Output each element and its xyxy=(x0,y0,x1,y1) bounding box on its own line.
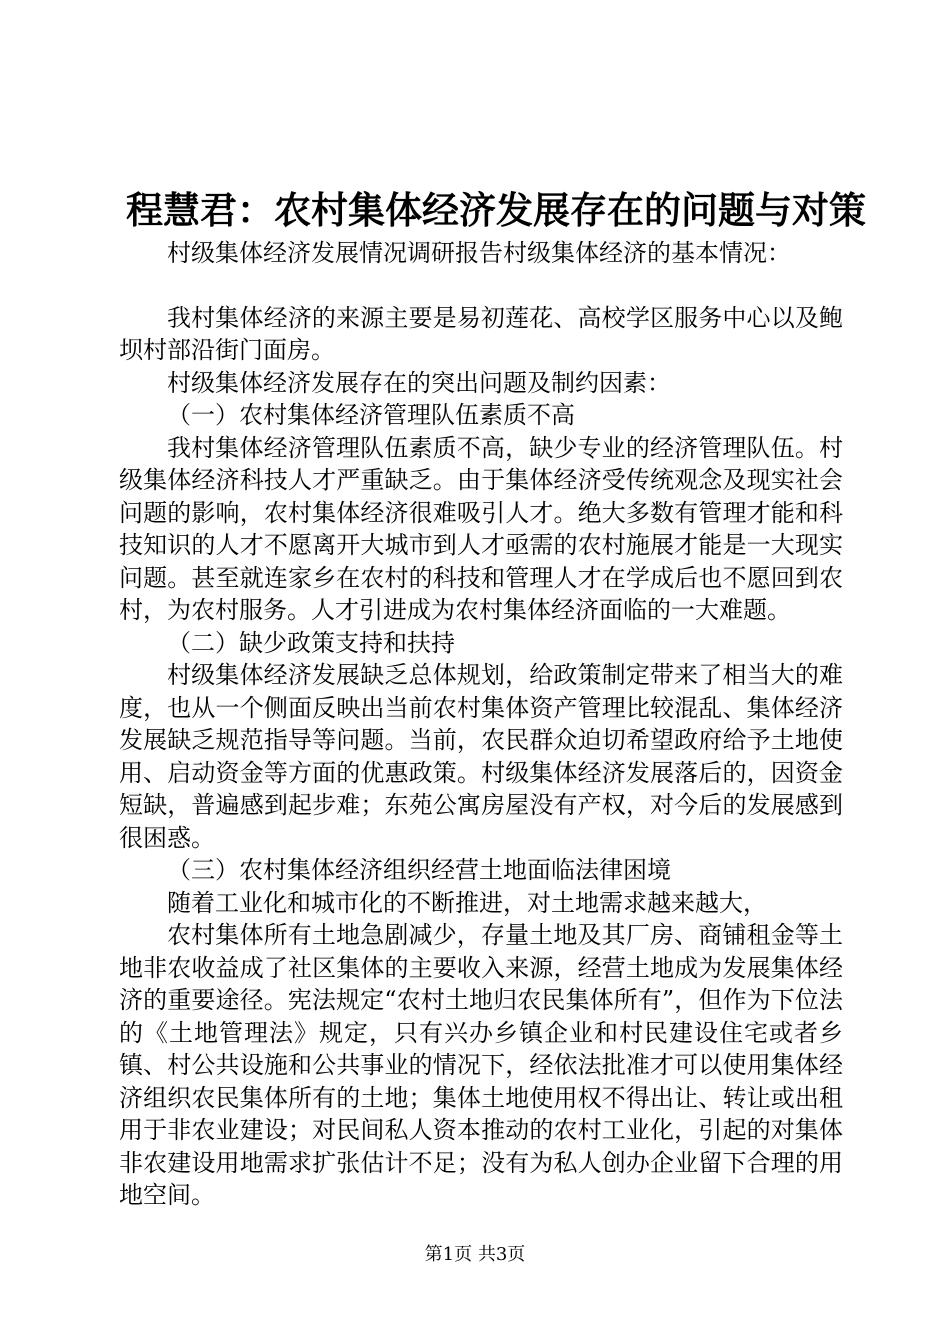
page-number-footer: 第1页 共3页 xyxy=(424,1244,526,1265)
section-heading-3: （三）农村集体经济组织经营土地面临法律困境 xyxy=(167,856,671,884)
paragraph-section-1: 我村集体经济管理队伍素质不高，缺少专业的经济管理队伍。村级集体经济科技人才严重缺乏。由于集体经济受传统观念及现实社会问题的影响，农村集体经济很难吸引人才。绝大多数有管理才能和科技知识的人才不愿离开大城市到人才亟需的农村施展才能是一大现实问题。甚至就连家乡在农村的科技和管理人才在学成后也不愿回到农村，为农村服务。人才引进成为农村集体经济面临的一大难题。 xyxy=(119,433,843,624)
section-heading-2: （二）缺少政策支持和扶持 xyxy=(167,628,455,657)
document-title: 程慧君：农村集体经济发展存在的问题与对策 xyxy=(126,188,866,232)
document-body xyxy=(119,237,843,1212)
paragraph-problems-heading: 村级集体经济发展存在的突出问题及制约因素： xyxy=(167,368,671,397)
paragraph-section-2: 村级集体经济发展缺乏总体规划，给政策制定带来了相当大的难度，也从一个侧面反映出当前农村集体资产管理比较混乱、集体经济发展缺乏规范指导等问题。当前，农民群众迫切希望政府给予土地使用、启动资金等方面的优惠政策。村级集体经济发展落后的，因资金短缺，普遍感到起步难；东苑公寓房屋没有产权，对今后的发展感到很困惑。 xyxy=(119,661,843,852)
paragraph-section-3a: 随着工业化和城市化的不断推进，对土地需求越来越大， xyxy=(167,888,767,917)
paragraph-intro: 村级集体经济发展情况调研报告村级集体经济的基本情况： xyxy=(167,239,791,267)
paragraph-source: 我村集体经济的来源主要是易初莲花、高校学区服务中心以及鲍坝村部沿街门面房。 xyxy=(119,303,843,364)
section-heading-1: （一）农村集体经济管理队伍素质不高 xyxy=(167,401,575,429)
paragraph-section-3b: 农村集体所有土地急剧减少，存量土地及其厂房、商铺租金等土地非农收益成了社区集体的主要收入来源，经营土地成为发展集体经济的重要途径。宪法规定“农村土地归农民集体所有”，但作为下位法的《土地管理法》规定，只有兴办乡镇企业和村民建设住宅或者乡镇、村公共设施和公共事业的情况下，经依法批准才可以使用集体经济组织农民集体所有的土地；集体土地使用权不得出让、转让或出租用于非农业建设；对民间私人资本推动的农村工业化，引起的对集体非农建设用地需求扩张估计不足；没有为私人创办企业留下合理的用地空间。 xyxy=(119,921,843,1209)
